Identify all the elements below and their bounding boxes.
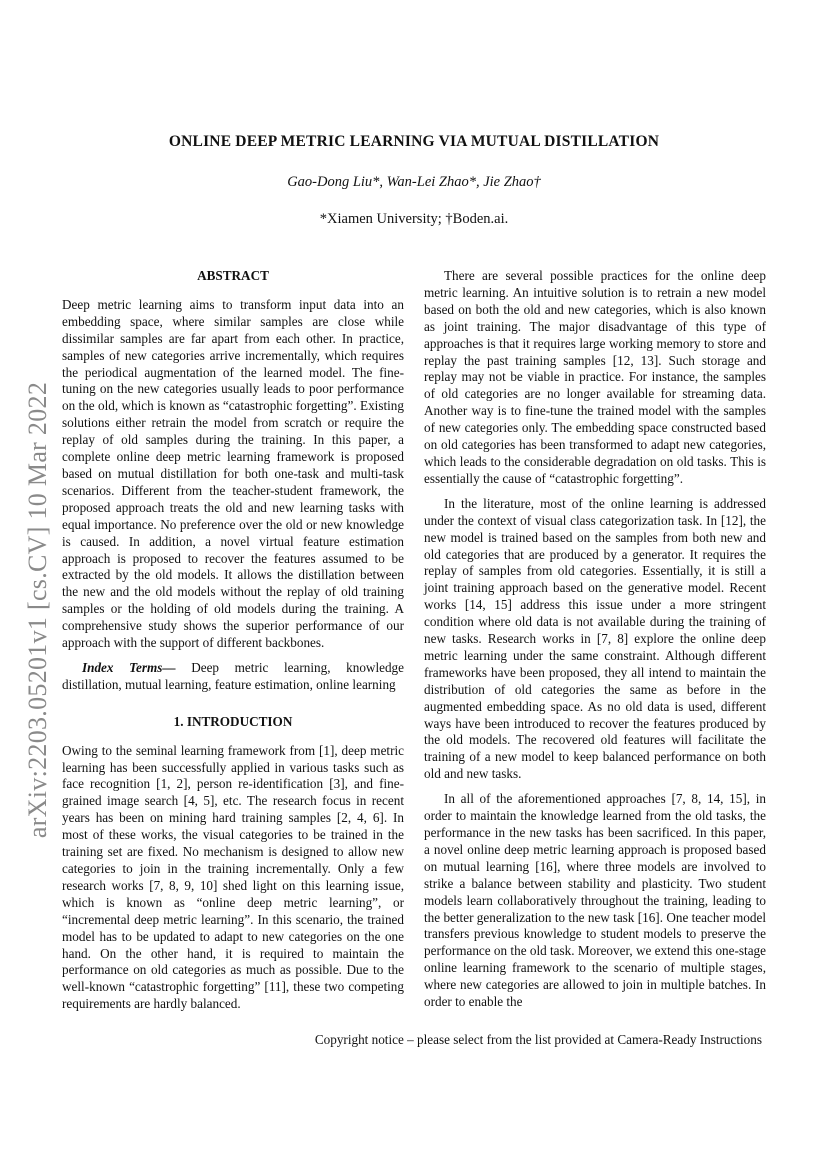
introduction-paragraph-3: In the literature, most of the online learning is addressed under the context of visual class categorization task. In [12], the new model is trained based on the samples from both new and old categories that are produced by a generator. It requires the replay of samples from old categories. Essentially, it is still a joint training approach based on the generative model. Recent works [14, 15] address this issue under a more stringent condition where old data is not available during the training of new tasks. Research works in [7, 8] explore the online deep metric learning under the same constraint. Although different frameworks have been proposed, they all intend to maintain the distribution of old categories the same as before in the augmented embedding space. As no old data is used, different ways have been introduced to recover the features produced by the old models. The recovered old features will facilitate the training of a new model to keep balanced performance on both old and new tasks.	[424, 495, 766, 782]
abstract-heading: ABSTRACT	[197, 268, 269, 283]
arxiv-identifier: arXiv:2203.05201v1 [cs.CV] 10 Mar 2022	[23, 381, 52, 839]
abstract-text: Deep metric learning aims to transform input data into an embedding space, where similar samples are close while dissimilar samples are far apart from each other. In practice, samples of new categories arrive incrementally, which requires the periodical augmentation of the learned model. The fine-tuning on the new categories usually leads to poor performance on the old, which is known as “catastrophic forgetting”. Existing solutions either retrain the model from scratch or require the replay of old samples during the training. In this paper, a complete online deep metric learning framework is proposed based on mutual distillation for both one-task and multi-task scenarios. Different from the teacher-student framework, the proposed approach treats the old and new learning tasks with equal importance. No preference over the old or new knowledge is caused. In addition, a novel virtual feature estimation approach is proposed to recover the features assumed to be extracted by the old models. It allows the distillation between the new and the old models without the replay of old training samples or the holding of old models during the training. A comprehensive study shows the superior performance of our approach with the support of different backbones.	[62, 296, 404, 651]
index-terms-text: Deep metric learning, knowledge distillation, mutual learning, feature estimation, online learning	[62, 659, 404, 692]
paper-title: ONLINE DEEP METRIC LEARNING VIA MUTUAL DISTILLATION	[168, 133, 660, 150]
introduction-heading: 1. INTRODUCTION	[173, 713, 293, 729]
paper-affiliation: *Xiamen University; †Boden.ai.	[319, 211, 509, 227]
arxiv-identifier-stamp	[18, 350, 58, 870]
right-column	[424, 268, 766, 1019]
paper-authors: Gao-Dong Liu*, Wan-Lei Zhao*, Jie Zhao†	[287, 174, 541, 190]
introduction-paragraph-1: Owing to the seminal learning framework from [1], deep metric learning has been successfully applied in various tasks such as face recognition [1, 2], person re-identification [3], and fine-grained image search [4, 5], etc. The research focus in recent years has been on mining hard training samples [2, 4, 6]. In most of these works, the visual categories to be trained in the training set are fixed. No mechanism is designed to allow new categories to join in the training incrementally. Only a few research works [7, 8, 9, 10] shed light on this learning issue, which is known as “online deep metric learning”, or “incremental deep metric learning”. In this scenario, the trained model has to be updated to adapt to new categories on the one hand. On the other hand, it is required to maintain the performance on old categories as much as possible. Due to the well-known “catastrophic forgetting” [11], these two competing requirements are hardly balanced.	[62, 742, 404, 1012]
left-column	[62, 268, 404, 1021]
index-terms-label: Index Terms—	[82, 659, 176, 675]
index-terms	[62, 660, 404, 694]
introduction-paragraph-4: In all of the aforementioned approaches [7, 8, 14, 15], in order to maintain the knowledge learned from the old tasks, the performance in the new tasks has been sacrificed. In this paper, a novel online deep metric learning approach is proposed based on mutual learning [16], where three models are involved to strike a balance between stability and plasticity. Two student models learn collaboratively throughout the training, leading to the better generalization to the new task [16]. One teacher model transfers previous knowledge to student models to preserve the performance on the old task. Moreover, we extend this one-stage online learning framework to the scenario of multiple stages, where new categories are allowed to join in multiple batches. In order to enable the	[424, 791, 766, 1010]
copyright-notice: Copyright notice – please select from the list provided at Camera-Ready Instructions	[314, 1032, 762, 1047]
introduction-paragraph-2: There are several possible practices for the online deep metric learning. An intuitive solution is to retrain a new model based on both the old and new categories, which is also known as joint training. The major disadvantage of this type of approaches is that it requires large working memory to store and replay the past training samples [12, 13]. Such storage and replay may not be viable in practice. For instance, the samples of old categories are no longer available for streaming data. Another way is to fine-tune the trained model with the samples of new categories only. The embedding space constructed based on old categories has been transformed to adapt new categories, which leads to the considerable degradation on old tasks. This is essentially the cause of “catastrophic forgetting”.	[424, 268, 766, 486]
